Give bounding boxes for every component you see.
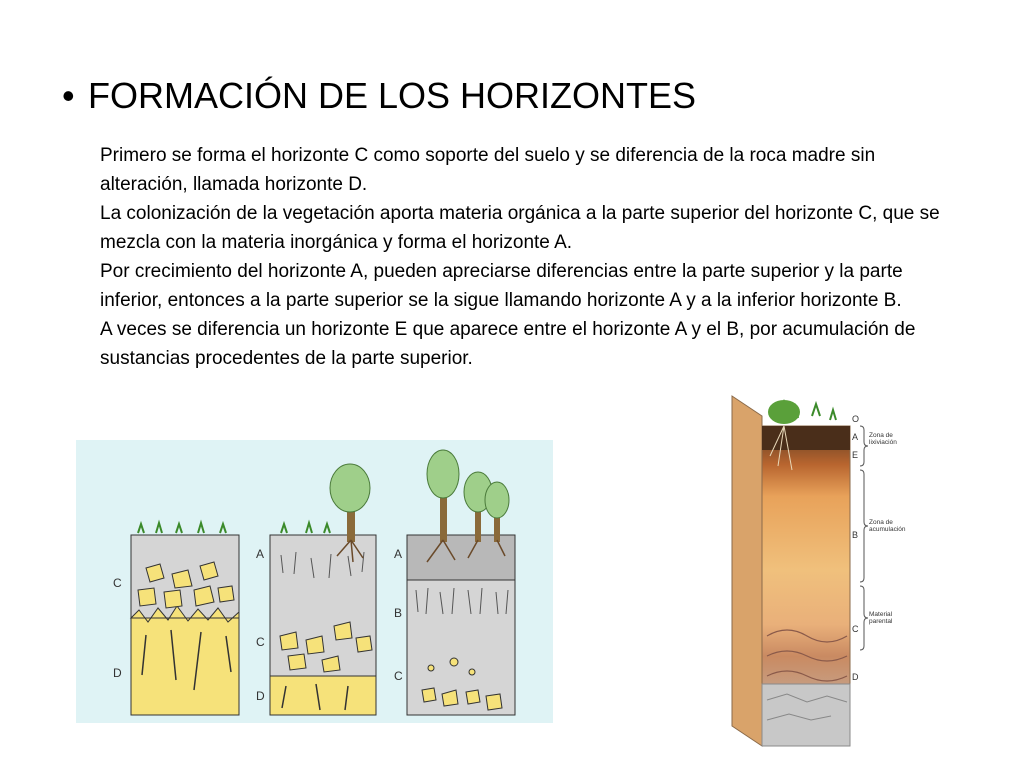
zone-acumulacion-2: acumulación (869, 526, 906, 533)
zone-acumulacion-1: Zona de (869, 519, 893, 526)
horizon-letters (852, 414, 859, 682)
stage3-label-a: A (394, 547, 403, 561)
horizon-a: A (852, 432, 859, 442)
zone-parental-2: parental (869, 618, 893, 625)
horizon-e: E (852, 450, 859, 460)
stage2-label-d: D (256, 689, 265, 703)
bracket-parental (860, 586, 868, 650)
zone-parental-1: Material (869, 611, 893, 618)
stage-1-column (131, 523, 239, 715)
stage2-label-a: A (256, 547, 265, 561)
horizon-d: D (852, 672, 859, 682)
body-text (100, 142, 940, 374)
paragraph-3: Por crecimiento del horizonte A, pueden apreciarse diferencias entre la parte superior y la parte inferior, entonces a la parte superior se la sigue llamando horizonte A y a la inferior horizonte B. (100, 261, 903, 311)
paragraph-2: La colonización de la vegetación aporta materia orgánica a la parte superior del horizonte C, que se mezcla con la materia inorgánica y forma el horizonte A. (100, 203, 940, 253)
title-text: FORMACIÓN DE LOS HORIZONTES (88, 75, 697, 116)
zone-lixiviacion-2: lixiviación (869, 439, 897, 446)
horizon-b: B (852, 530, 859, 540)
horizon-formation-figure (76, 440, 553, 723)
stage1-label-c: C (113, 576, 122, 590)
bracket-acumulacion (860, 470, 868, 582)
paragraph-4: A veces se diferencia un horizonte E que aparece entre el horizonte A y el B, por acumulación de sustancias procedentes de la parte superior. (100, 319, 916, 369)
horizon-c: C (852, 624, 859, 634)
bracket-lixiviacion (860, 426, 868, 466)
title-bullet: • (62, 75, 75, 116)
stage3-label-b: B (394, 606, 403, 620)
zone-lixiviacion-1: Zona de (869, 432, 893, 439)
slide-title (62, 72, 962, 120)
stage3-label-c: C (394, 669, 403, 683)
soil-column (732, 396, 850, 746)
horizon-o: O (852, 414, 860, 424)
paragraph-1: Primero se forma el horizonte C como soporte del suelo y se diferencia de la roca madre sin alteración, llamada horizonte D. (100, 145, 876, 195)
stage1-label-d: D (113, 666, 122, 680)
soil-profile-figure (722, 386, 922, 758)
stage2-label-c: C (256, 635, 265, 649)
